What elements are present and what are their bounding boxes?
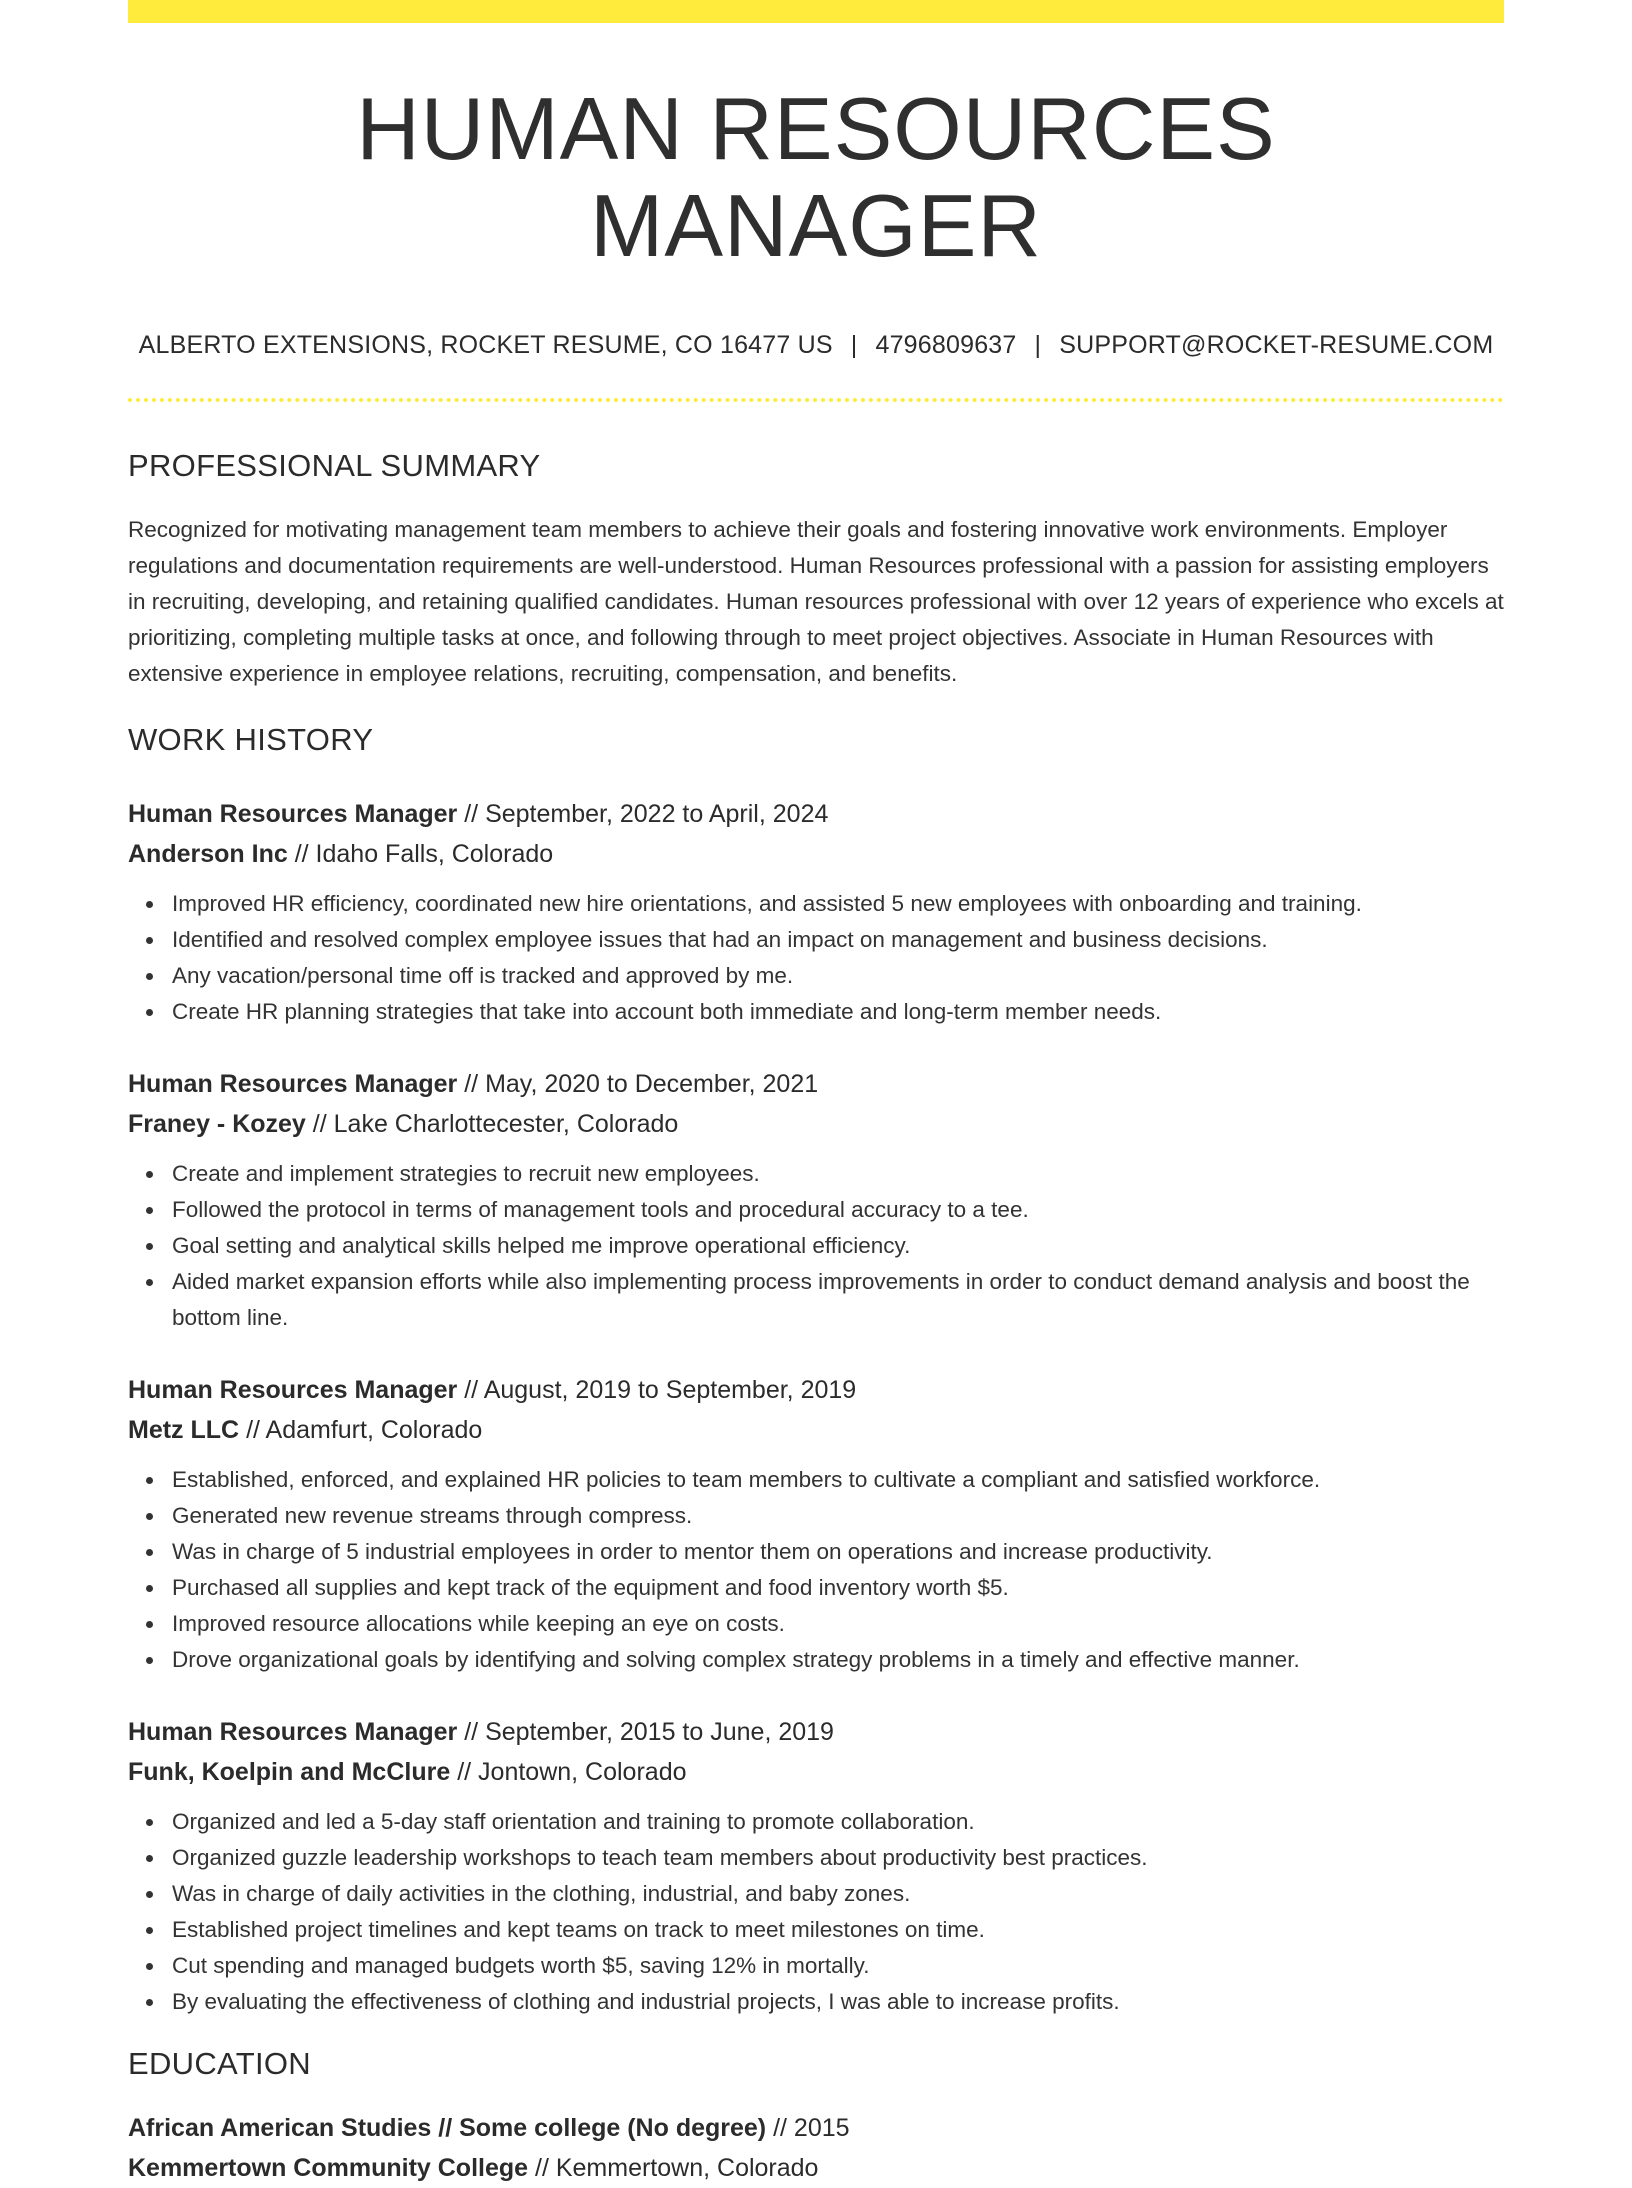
education-location: // Kemmertown, Colorado (535, 2153, 819, 2182)
job-title: Human Resources Manager (128, 1717, 458, 1746)
job-bullet: Organized guzzle leadership workshops to teach team members about productivity best practices. (172, 1840, 1504, 1876)
job-company-line (128, 834, 1504, 874)
contact-email: SUPPORT@ROCKET-RESUME.COM (1059, 330, 1494, 359)
job-bullet: Improved resource allocations while keeping an eye on costs. (172, 1606, 1504, 1642)
job-bullet: Improved HR efficiency, coordinated new hire orientations, and assisted 5 new employees with onboarding and training. (172, 886, 1504, 922)
job-bullet-list (128, 1156, 1504, 1336)
summary-text: Recognized for motivating management team members to achieve their goals and fostering innovative work environments. Employer regulations and documentation requirements are well-understood. Human Resources professional with a passion for assisting employers in recruiting, developing, and retaining qualified candidates. Human resources professional with over 12 years of experience who excels at prioritizing, completing multiple tasks at once, and following through to meet project objectives. Associate in Human Resources with extensive experience in employee relations, recruiting, compensation, and benefits. (128, 516, 1504, 686)
job-bullet: Create HR planning strategies that take into account both immediate and long-term member needs. (172, 994, 1504, 1030)
job-bullet: Any vacation/personal time off is tracked and approved by me. (172, 958, 1504, 994)
job-title: Human Resources Manager (128, 1069, 458, 1098)
job-location: // Lake Charlottecester, Colorado (312, 1109, 679, 1138)
job-bullet: Goal setting and analytical skills helped me improve operational efficiency. (172, 1228, 1504, 1264)
job-title: Human Resources Manager (128, 1375, 458, 1404)
job-bullet: By evaluating the effectiveness of clothing and industrial projects, I was able to increase profits. (172, 1984, 1504, 2020)
job-company-line (128, 1752, 1504, 1792)
job-title-line (128, 1712, 1504, 1752)
job-entry (128, 1370, 1504, 1678)
resume-title: HUMAN RESOURCES MANAGER (356, 79, 1276, 275)
education-degree: African American Studies // Some college (No degree) (128, 2113, 767, 2142)
resume-page (128, 0, 1504, 2188)
contact-separator: | (1034, 330, 1042, 359)
job-entry (128, 1064, 1504, 1336)
job-bullet: Purchased all supplies and kept track of the equipment and food inventory worth $5. (172, 1570, 1504, 1606)
job-location: // Adamfurt, Colorado (246, 1415, 483, 1444)
job-bullet: Was in charge of 5 industrial employees in order to mentor them on operations and increase productivity. (172, 1534, 1504, 1570)
education-heading: EDUCATION (128, 2045, 311, 2081)
job-bullet: Create and implement strategies to recruit new employees. (172, 1156, 1504, 1192)
job-bullet-list (128, 886, 1504, 1030)
job-company: Metz LLC (128, 1415, 240, 1444)
education-degree-line (128, 2108, 1504, 2148)
job-bullet: Was in charge of daily activities in the clothing, industrial, and baby zones. (172, 1876, 1504, 1912)
job-bullet-list (128, 1804, 1504, 2020)
job-location: // Idaho Falls, Colorado (294, 839, 554, 868)
work-history-heading: WORK HISTORY (128, 721, 374, 757)
job-company: Funk, Koelpin and McClure (128, 1757, 451, 1786)
job-bullet: Aided market expansion efforts while also implementing process improvements in order to conduct demand analysis and boost the bottom line. (172, 1264, 1504, 1336)
job-title: Human Resources Manager (128, 799, 458, 828)
job-title-line (128, 1370, 1504, 1410)
job-dates: // May, 2020 to December, 2021 (464, 1069, 819, 1098)
contact-line (128, 331, 1504, 360)
job-dates: // September, 2015 to June, 2019 (464, 1717, 834, 1746)
job-bullet: Cut spending and managed budgets worth $5, saving 12% in mortally. (172, 1948, 1504, 1984)
job-bullet-list (128, 1462, 1504, 1678)
education-school: Kemmertown Community College (128, 2153, 529, 2182)
summary-heading: PROFESSIONAL SUMMARY (128, 447, 541, 483)
job-bullet: Established, enforced, and explained HR policies to team members to cultivate a compliant and satisfied workforce. (172, 1462, 1504, 1498)
education-year: // 2015 (773, 2113, 850, 2142)
job-company: Franey - Kozey (128, 1109, 306, 1138)
education-school-line (128, 2148, 1504, 2188)
contact-address: ALBERTO EXTENSIONS, ROCKET RESUME, CO 16477 US (138, 330, 833, 359)
job-company-line (128, 1410, 1504, 1450)
job-title-line (128, 794, 1504, 834)
job-company: Anderson Inc (128, 839, 288, 868)
education-entry (128, 2108, 1504, 2188)
job-bullet: Followed the protocol in terms of management tools and procedural accuracy to a tee. (172, 1192, 1504, 1228)
dotted-divider (128, 398, 1504, 402)
job-entry (128, 1712, 1504, 2020)
job-bullet: Generated new revenue streams through compress. (172, 1498, 1504, 1534)
job-dates: // September, 2022 to April, 2024 (464, 799, 829, 828)
job-company-line (128, 1104, 1504, 1144)
job-bullet: Drove organizational goals by identifying and solving complex strategy problems in a timely and effective manner. (172, 1642, 1504, 1678)
contact-separator: | (850, 330, 858, 359)
job-bullet: Established project timelines and kept teams on track to meet milestones on time. (172, 1912, 1504, 1948)
top-accent-bar (128, 0, 1504, 23)
job-location: // Jontown, Colorado (457, 1757, 687, 1786)
job-entry (128, 794, 1504, 1030)
contact-phone: 4796809637 (875, 330, 1017, 359)
job-dates: // August, 2019 to September, 2019 (464, 1375, 857, 1404)
job-bullet: Organized and led a 5-day staff orientation and training to promote collaboration. (172, 1804, 1504, 1840)
job-bullet: Identified and resolved complex employee issues that had an impact on management and business decisions. (172, 922, 1504, 958)
job-title-line (128, 1064, 1504, 1104)
